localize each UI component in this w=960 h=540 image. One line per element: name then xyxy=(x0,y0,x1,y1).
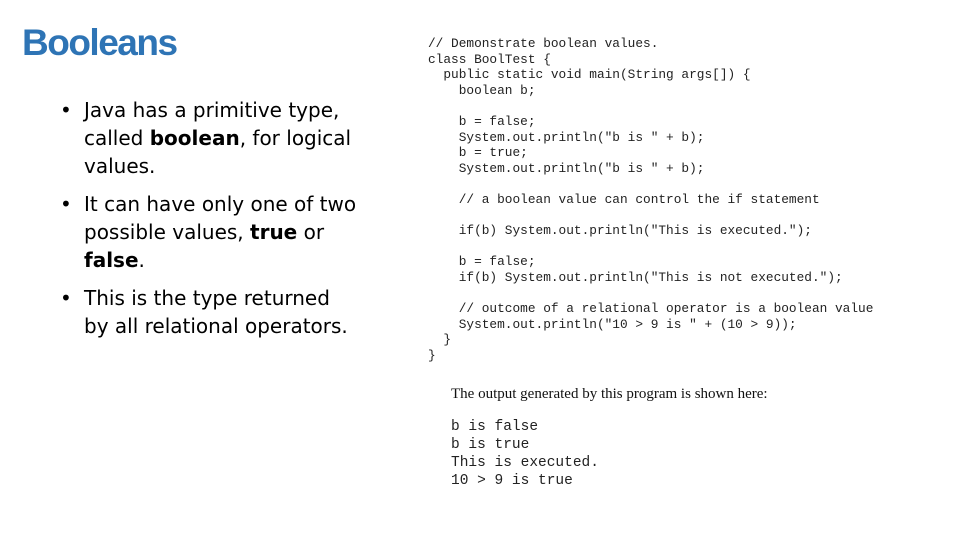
bullet-text: This is the type returned by all relational operators. xyxy=(84,286,348,338)
code-line xyxy=(428,239,873,255)
code-line: } xyxy=(428,347,436,363)
program-output xyxy=(451,418,599,490)
output-caption: The output generated by this program is shown here: xyxy=(451,386,768,402)
bullet-item xyxy=(60,96,360,180)
code-line xyxy=(428,176,873,192)
bullet-item xyxy=(60,284,360,340)
code-line: if(b) System.out.println("This is not executed."); xyxy=(428,269,843,285)
output-line: b is true xyxy=(451,437,530,453)
output-line: 10 > 9 is true xyxy=(451,473,573,489)
bullet-text: . xyxy=(138,248,145,272)
bullet-item xyxy=(60,190,360,274)
code-line: b = false; xyxy=(428,254,536,270)
code-listing xyxy=(428,36,873,363)
code-line: System.out.println("10 > 9 is " + (10 > 9)); xyxy=(428,316,797,332)
code-line: System.out.println("b is " + b); xyxy=(428,160,705,176)
code-line: // a boolean value can control the if statement xyxy=(428,191,820,207)
bullet-bold-text: true xyxy=(250,220,298,244)
bullet-glyph: • xyxy=(60,98,72,122)
slide-title: Booleans xyxy=(22,22,177,63)
bullet-bold-text: boolean xyxy=(149,126,240,150)
code-line xyxy=(428,208,873,224)
bullet-glyph: • xyxy=(60,286,72,310)
bullet-text: or xyxy=(297,220,325,244)
code-line: class BoolTest { xyxy=(428,51,551,67)
bullet-bold-text: false xyxy=(84,248,139,272)
code-line: boolean b; xyxy=(428,82,536,98)
bullet-text: , for logical values. xyxy=(84,126,352,178)
code-line: if(b) System.out.println("This is executed."); xyxy=(428,223,812,239)
bullet-list xyxy=(60,96,360,350)
code-line: // Demonstrate boolean values. xyxy=(428,36,659,51)
code-line: b = true; xyxy=(428,145,528,161)
code-line xyxy=(428,98,873,114)
code-line: // outcome of a relational operator is a boolean value xyxy=(428,301,874,317)
code-line: System.out.println("b is " + b); xyxy=(428,129,705,145)
code-line: public static void main(String args[]) { xyxy=(428,67,751,83)
code-line: } xyxy=(428,332,452,348)
output-line: This is executed. xyxy=(451,455,599,471)
code-line xyxy=(428,286,873,302)
bullet-text: Java has a primitive type, called xyxy=(84,98,340,150)
output-line: b is false xyxy=(451,419,539,435)
bullet-glyph: • xyxy=(60,192,72,216)
bullet-text: It can have only one of two possible values, xyxy=(84,192,357,244)
code-line: b = false; xyxy=(428,113,536,129)
